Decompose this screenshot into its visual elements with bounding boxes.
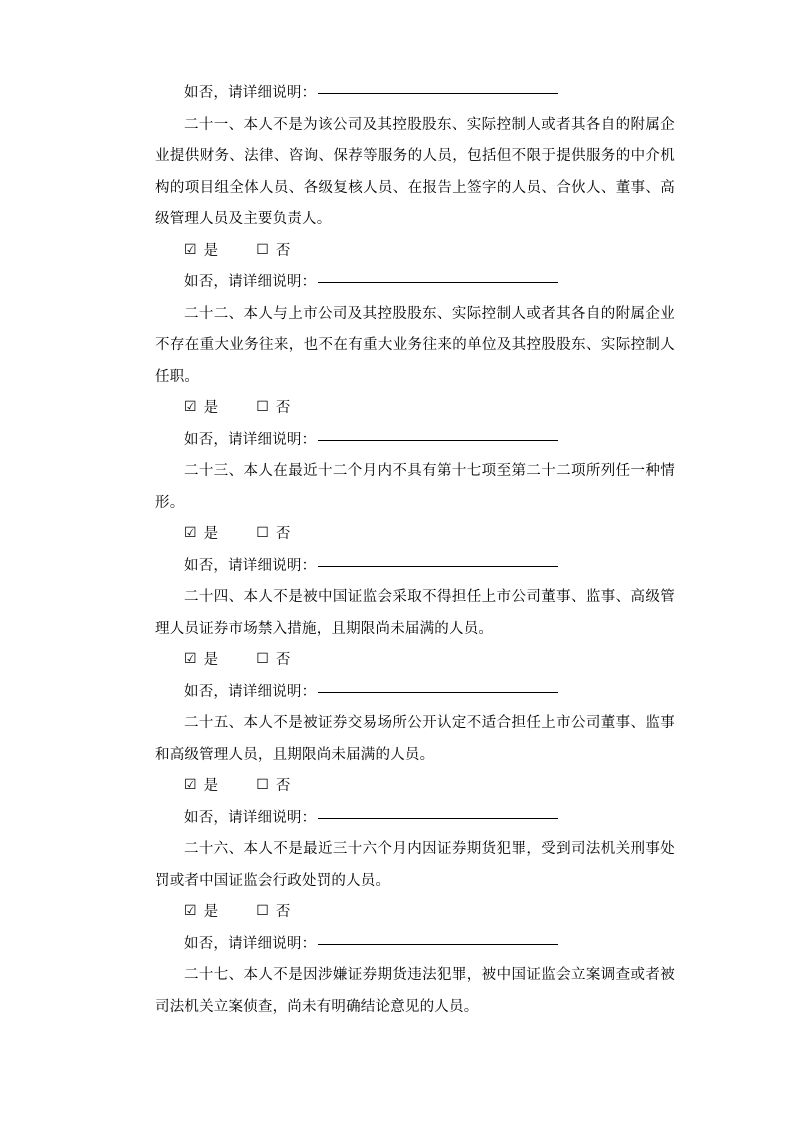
explanation-underline[interactable] [318,92,558,94]
option-yes-label: 是 [203,778,219,794]
explanation-label: 如否，请详细说明： [184,557,317,574]
explanation-underline[interactable] [318,817,558,819]
option-no[interactable] [256,771,290,803]
explanation-label: 如否，请详细说明： [184,683,317,700]
option-yes-label: 是 [203,242,219,259]
explanation-label: 如否，请详细说明： [184,431,317,448]
answer-row[interactable] [155,897,675,929]
answer-row[interactable] [155,393,675,425]
answer-row[interactable] [155,519,675,551]
clause-paragraph: 二十七、本人不是因涉嫌证券期货违法犯罪，被中国证监会立案调查或者被司法机关立案侦查，尚未有明确结论意见的人员。 [155,967,675,1015]
option-no[interactable] [256,897,290,929]
option-yes[interactable] [184,771,218,803]
explanation-blank-line[interactable] [155,551,675,583]
option-no-label: 否 [275,526,291,542]
clause-paragraph: 二十二、本人与上市公司及其控股股东、实际控制人或者其各自的附属企业不存在重大业务往来，也不在有重大业务往来的单位及其控股股东、实际控制人任职。 [155,305,675,385]
checkbox-unchecked-icon[interactable]: ☐ [256,777,269,793]
explanation-underline[interactable] [318,691,558,693]
explanation-blank-line[interactable] [155,677,675,709]
option-yes[interactable] [184,236,218,268]
option-no-label: 否 [275,778,291,794]
explanation-label: 如否，请详细说明： [184,935,317,952]
explanation-underline[interactable] [318,439,558,441]
explanation-label: 如否，请详细说明： [184,85,317,101]
clause-paragraph: 二十一、本人不是为该公司及其控股股东、实际控制人或者其各自的附属企业提供财务、法律、咨询、保荐等服务的人员，包括但不限于提供服务的中介机构的项目组全体人员、各级复核人员、在报告上签字的人员、合伙人、董事、高级管理人员及主要负责人。 [155,116,675,227]
explanation-blank-line[interactable] [155,267,675,299]
answer-row[interactable] [155,236,675,268]
answer-row[interactable] [155,645,675,677]
answer-row[interactable] [155,771,675,803]
checkbox-checked-icon[interactable]: ☑ [184,777,197,793]
option-yes[interactable] [184,393,218,425]
option-yes-label: 是 [203,526,219,542]
checkbox-unchecked-icon[interactable]: ☐ [256,525,269,541]
option-no[interactable] [256,645,290,677]
checkbox-unchecked-icon[interactable]: ☐ [256,903,269,919]
option-yes[interactable] [184,519,218,551]
option-no-label: 否 [275,904,291,920]
explanation-blank-line[interactable] [155,929,675,961]
option-yes-label: 是 [203,904,219,920]
document-body [155,78,675,1023]
checkbox-checked-icon[interactable]: ☑ [184,651,197,667]
clause-paragraph: 二十六、本人不是最近三十六个月内因证券期货犯罪，受到司法机关刑事处罚或者中国证监会行政处罚的人员。 [155,841,675,889]
option-yes[interactable] [184,645,218,677]
option-yes-label: 是 [203,400,219,416]
option-no-label: 否 [275,400,291,416]
checkbox-checked-icon[interactable]: ☑ [184,241,197,258]
clause-paragraph: 二十五、本人不是被证券交易场所公开认定不适合担任上市公司董事、监事和高级管理人员，且期限尚未届满的人员。 [155,715,675,763]
option-no[interactable] [256,393,290,425]
checkbox-unchecked-icon[interactable]: ☐ [256,651,269,667]
option-yes-label: 是 [203,652,219,668]
explanation-blank-line[interactable] [155,78,675,110]
explanation-label: 如否，请详细说明： [184,274,317,290]
checkbox-unchecked-icon[interactable]: ☐ [256,241,269,258]
checkbox-unchecked-icon[interactable]: ☐ [256,399,269,415]
explanation-underline[interactable] [318,943,558,945]
clause-paragraph: 二十三、本人在最近十二个月内不具有第十七项至第二十二项所列任一种情形。 [155,463,675,511]
option-no-label: 否 [275,242,291,259]
explanation-underline[interactable] [318,565,558,567]
explanation-blank-line[interactable] [155,425,675,457]
explanation-underline[interactable] [318,281,558,283]
option-no[interactable] [256,236,290,268]
checkbox-checked-icon[interactable]: ☑ [184,399,197,415]
option-no[interactable] [256,519,290,551]
clause-paragraph: 二十四、本人不是被中国证监会采取不得担任上市公司董事、监事、高级管理人员证券市场禁入措施，且期限尚未届满的人员。 [155,589,675,637]
explanation-blank-line[interactable] [155,803,675,835]
checkbox-checked-icon[interactable]: ☑ [184,525,197,541]
explanation-label: 如否，请详细说明： [184,809,317,826]
option-yes[interactable] [184,897,218,929]
option-no-label: 否 [275,652,291,668]
checkbox-checked-icon[interactable]: ☑ [184,903,197,919]
